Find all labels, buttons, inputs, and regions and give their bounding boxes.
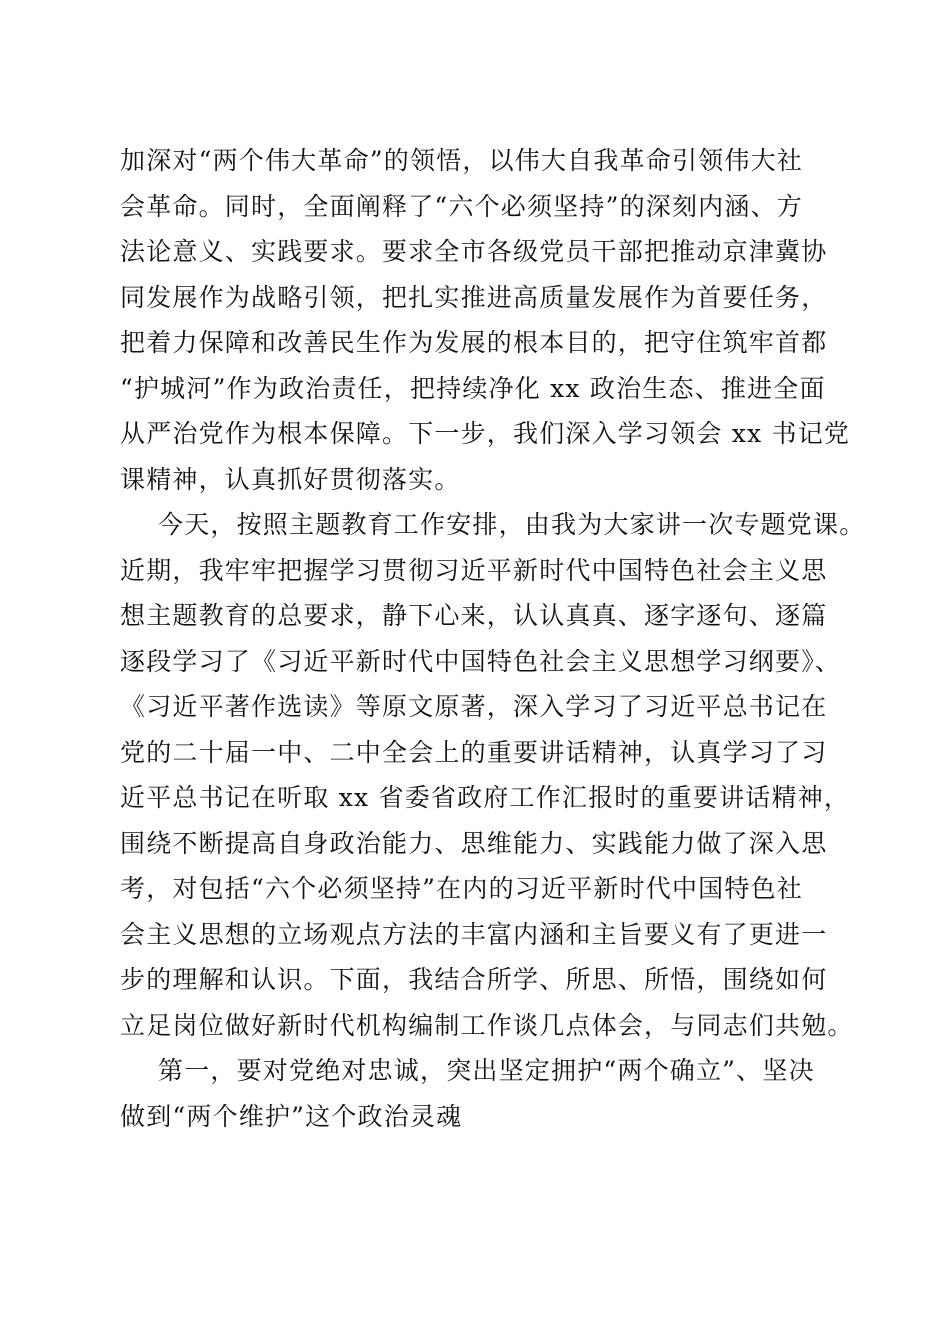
text-line: 考，对包括“六个必须坚持”在内的习近平新时代中国特色社 — [120, 874, 803, 903]
text-line: 加深对“两个伟大革命”的领悟，以伟大自我革命引领伟大社 — [120, 146, 803, 175]
document-body — [120, 138, 866, 1139]
text-line: “护城河”作为政治责任，把持续净化 xx 政治生态、推进全面 — [120, 373, 826, 403]
text-line: 逐段学习了《习近平新时代中国特色社会主义思想学习纲要》、 — [120, 646, 842, 676]
text-line: 会革命。同时，全面阐释了“六个必须坚持”的深刻内涵、方 — [120, 191, 803, 221]
text-line: 第一，要对党绝对忠诚，突出坚定拥护“两个确立”、坚决 — [158, 1056, 815, 1085]
text-line: 会主义思想的立场观点方法的丰富内涵和主旨要义有了更进一 — [120, 919, 828, 949]
paragraph-1 — [120, 138, 851, 502]
text-line: 党的二十届一中、二中全会上的重要讲话精神，认真学习了习 — [120, 737, 828, 767]
text-line: 围绕不断提高自身政治能力、思维能力、实践能力做了深入思 — [120, 828, 828, 858]
text-line: 立足岗位做好新时代机构编制工作谈几点体会，与同志们共勉。 — [120, 1010, 854, 1040]
paragraph-2 — [120, 502, 866, 1048]
text-line: 做到“两个维护”这个政治灵魂 — [120, 1101, 463, 1131]
text-line: 想主题教育的总要求，静下心来，认认真真、逐字逐句、逐篇 — [120, 601, 828, 630]
text-line: 把着力保障和改善民生作为发展的根本目的，把守住筑牢首都 — [120, 328, 828, 357]
text-line: 《习近平著作选读》等原文原著，深入学习了习近平总书记在 — [120, 692, 828, 721]
text-line: 法论意义、实践要求。要求全市各级党员干部把推动京津冀协 — [120, 237, 828, 266]
text-line: 近平总书记在听取 xx 省委省政府工作汇报时的重要讲话精神， — [120, 783, 851, 812]
text-line: 课精神，认真抓好贯彻落实。 — [120, 464, 461, 494]
section-heading-1 — [120, 1048, 835, 1139]
text-line: 近期，我牢牢把握学习贯彻习近平新时代中国特色社会主义思 — [120, 555, 828, 585]
text-line: 同发展作为战略引领，把扎实推进高质量发展作为首要任务， — [120, 282, 828, 312]
text-line: 从严治党作为根本保障。下一步，我们深入学习领会 xx 书记党 — [120, 419, 851, 448]
text-line: 今天，按照主题教育工作安排，由我为大家讲一次专题党课。 — [158, 510, 866, 539]
text-line: 步的理解和认识。下面，我结合所学、所思、所悟，围绕如何 — [120, 965, 828, 994]
